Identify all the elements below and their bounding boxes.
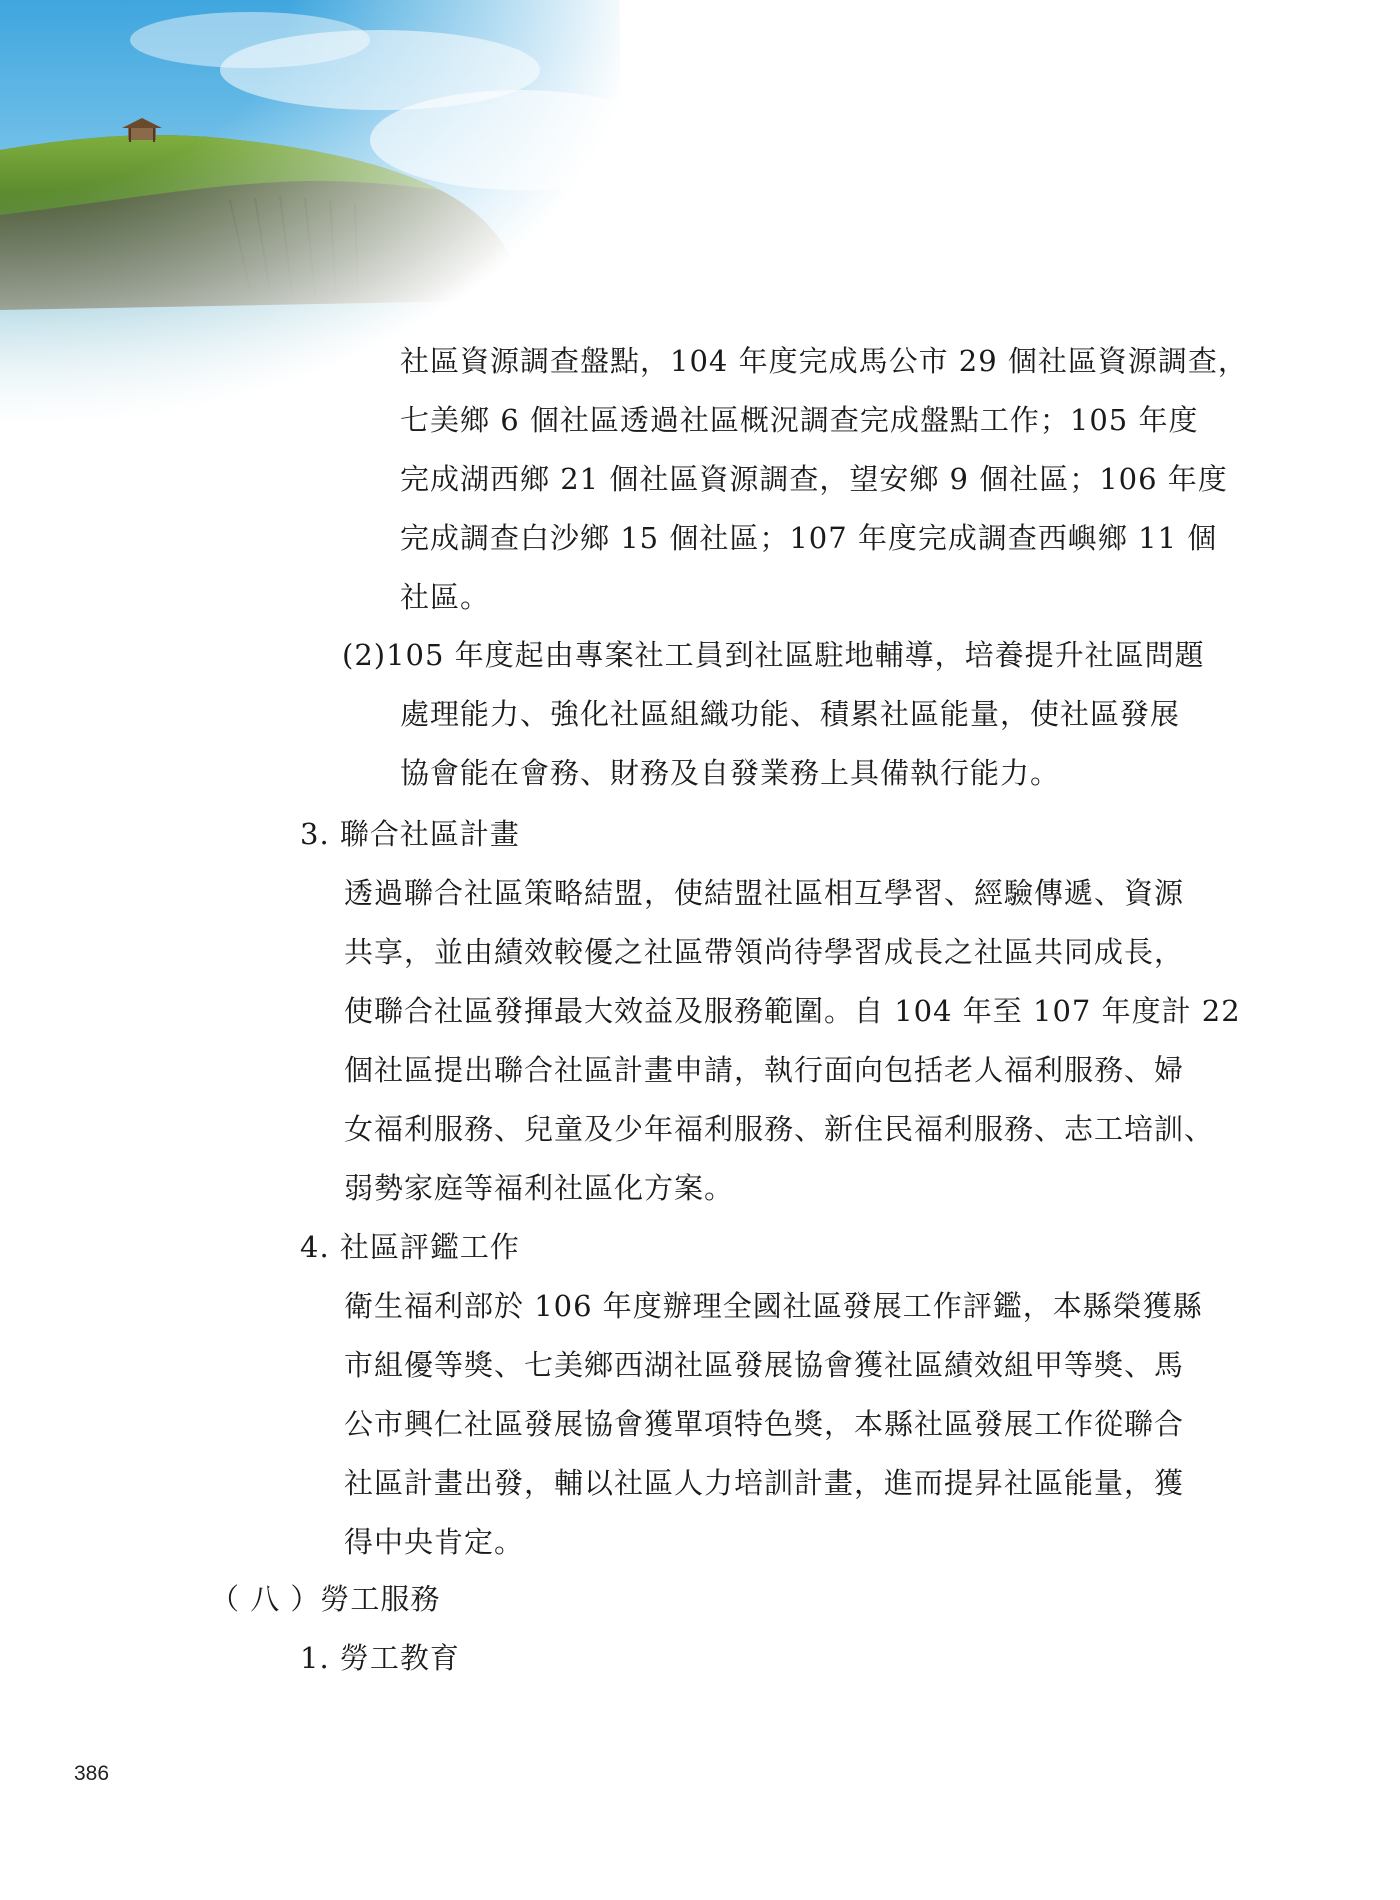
labor-services-section [210, 1570, 1210, 1688]
text-line: 公市興仁社區發展協會獲單項特色獎，本縣社區發展工作從聯合 [344, 1407, 1185, 1441]
section-heading: （ 八 ）勞工服務 [210, 1582, 441, 1616]
item-2-2-paragraph [342, 626, 1236, 803]
section-heading: 3. 聯合社區計畫 [300, 817, 520, 851]
text-line: 社區。 [400, 580, 491, 614]
page-number: 386 [74, 1762, 110, 1785]
text-line: 七美鄉 6 個社區透過社區概況調查完成盤點工作；105 年度 [400, 403, 1199, 437]
community-resource-survey-paragraph [400, 332, 1248, 627]
text-line: 個社區提出聯合社區計畫申請，執行面向包括老人福利服務、婦 [344, 1053, 1185, 1087]
text-line: (2)105 年度起由專案社工員到社區駐地輔導，培養提升社區問題 [342, 638, 1205, 672]
text-line: 使聯合社區發揮最大效益及服務範圍。自 104 年至 107 年度計 22 [344, 994, 1241, 1028]
section-body [300, 864, 1241, 1218]
text-line: 市組優等獎、七美鄉西湖社區發展協會獲社區績效組甲等獎、馬 [344, 1348, 1185, 1382]
sub-heading: 1. 勞工教育 [300, 1641, 460, 1675]
community-evaluation-section [300, 1218, 1236, 1572]
section-heading: 4. 社區評鑑工作 [300, 1230, 520, 1264]
text-line: 得中央肯定。 [344, 1525, 525, 1559]
text-line: 完成調查白沙鄉 15 個社區；107 年度完成調查西嶼鄉 11 個 [400, 521, 1218, 555]
text-line: 共享，並由績效較優之社區帶領尚待學習成長之社區共同成長， [344, 935, 1185, 969]
text-line: 弱勢家庭等福利社區化方案。 [344, 1171, 735, 1205]
text-line: 透過聯合社區策略結盟，使結盟社區相互學習、經驗傳遞、資源 [344, 876, 1185, 910]
text-line: 處理能力、強化社區組織功能、積累社區能量，使社區發展 [400, 697, 1181, 731]
text-line: 社區計畫出發，輔以社區人力培訓計畫，進而提昇社區能量，獲 [344, 1466, 1185, 1500]
text-line: 完成湖西鄉 21 個社區資源調查，望安鄉 9 個社區；106 年度 [400, 462, 1228, 496]
text-line: 女福利服務、兒童及少年福利服務、新住民福利服務、志工培訓、 [344, 1112, 1215, 1146]
joint-community-plan-section [300, 805, 1241, 1218]
text-line: 社區資源調查盤點，104 年度完成馬公市 29 個社區資源調查， [400, 344, 1248, 378]
text-line: 衛生福利部於 106 年度辦理全國社區發展工作評鑑，本縣榮獲縣 [344, 1289, 1203, 1323]
text-line: 協會能在會務、財務及自發業務上具備執行能力。 [400, 756, 1061, 790]
section-body [300, 1277, 1236, 1572]
